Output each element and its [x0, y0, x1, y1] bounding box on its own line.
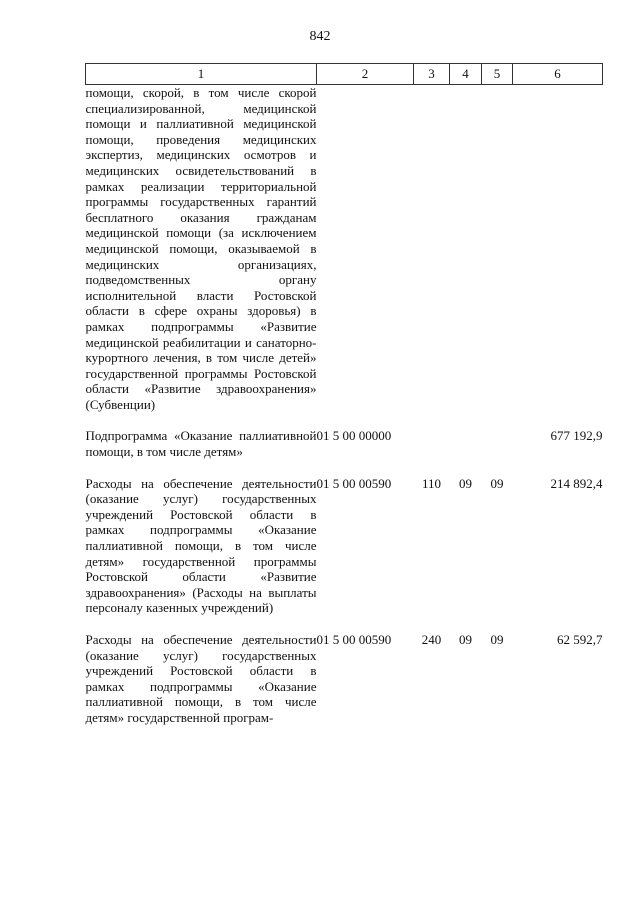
- row-col4: 09: [459, 632, 472, 647]
- row-col4: [450, 412, 482, 459]
- row-col4: [450, 85, 482, 413]
- budget-table: [85, 63, 603, 726]
- row-col3: [414, 85, 450, 413]
- row-col5: 09: [490, 632, 504, 647]
- row-col3: [414, 412, 450, 459]
- table-header-row: [86, 64, 603, 85]
- page-number: 842: [309, 29, 331, 44]
- header-col-2: 2: [317, 64, 414, 85]
- row-col5: [482, 412, 513, 459]
- row-amount: 62 592,7: [557, 632, 603, 647]
- row-code: 01 5 00 00590: [316, 632, 392, 647]
- row-code: [317, 85, 414, 413]
- header-col-5: 5: [482, 64, 513, 85]
- row-col4: 09: [459, 475, 472, 491]
- header-col-4: 4: [450, 64, 482, 85]
- row-description: Подпрограмма «Оказание паллиативной помощи, в том числе детям»: [85, 428, 317, 460]
- row-description: помощи, скорой, в том числе скорой специализированной, медицинской помощи и паллиативной медицинской помощи, проведения медицинских экспертиз, медицинских осмотров и медицинских освидетельствований в рамках реализации территориальной программы государственных гарантий бесплатного оказания гражданам медицинской помощи (за исключением медицинской помощи, оказываемой в медицинских организациях, подведомственных органу исполнительной власти Ростовской области в сфере охраны здоровья) в рамках подпрограммы «Развитие медицинской реабилитации и санаторно-курортного лечения, в том числе детей» государственной программы Ростовской области «Развитие здравоохранения» (Субвенции): [85, 85, 317, 412]
- table-row: [86, 460, 603, 616]
- header-col-6: 6: [513, 64, 603, 85]
- row-code: 01 5 00 00000: [316, 428, 392, 444]
- row-col5: 09: [490, 475, 504, 491]
- table-row: [86, 412, 603, 459]
- row-description: Расходы на обеспечение деятельности (оказание услуг) государственных учреждений Ростовской области в рамках подпрограммы «Оказание паллиативной помощи, в том числе детям» государственной программы Ростовской области «Развитие здравоохранения» (Расходы на выплаты персоналу казенных учреждений): [85, 475, 317, 616]
- row-col3: 240: [421, 632, 442, 647]
- table-row: [86, 85, 603, 413]
- row-description: Расходы на обеспечение деятельности (оказание услуг) государственных учреждений Ростовской области в рамках подпрограммы «Оказание паллиативной помощи, в том числе детям» государственной програм-: [85, 632, 317, 725]
- row-col3: 110: [421, 475, 442, 491]
- row-col5: [482, 85, 513, 413]
- row-amount: [513, 85, 603, 413]
- table-row: [86, 616, 603, 726]
- header-col-3: 3: [414, 64, 450, 85]
- header-col-1: 1: [86, 64, 317, 85]
- row-amount: 214 892,4: [550, 475, 603, 491]
- row-amount: 677 192,9: [550, 428, 603, 444]
- row-code: 01 5 00 00590: [316, 475, 392, 491]
